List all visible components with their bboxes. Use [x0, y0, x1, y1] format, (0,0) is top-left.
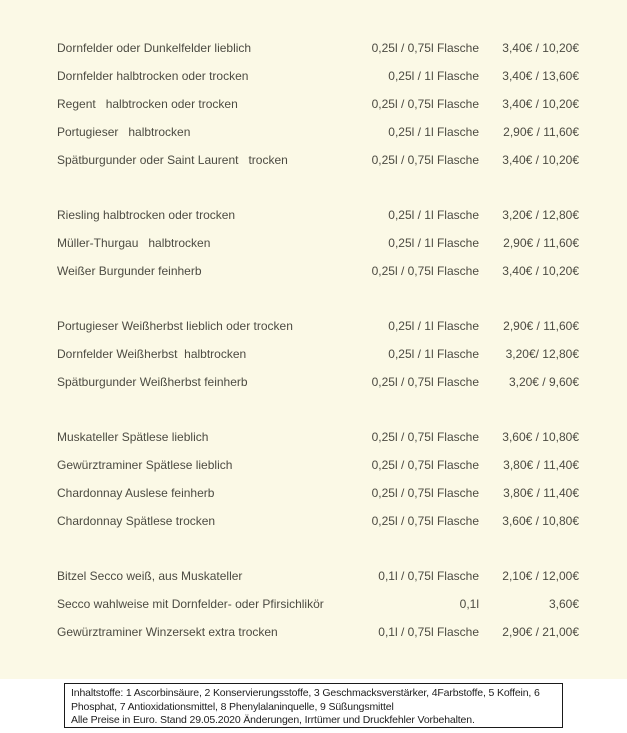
- serving-size: 0,25l / 1l Flasche: [388, 236, 479, 250]
- serving-size: 0,25l / 1l Flasche: [388, 347, 479, 361]
- wine-group-red: [57, 34, 579, 174]
- wine-name: Dornfelder oder Dunkelfelder lieblich: [57, 41, 252, 55]
- serving-size: 0,25l / 0,75l Flasche: [371, 97, 479, 111]
- wine-name: Chardonnay Spätlese trocken: [57, 514, 216, 528]
- price: 3,40€ / 10,20€: [502, 97, 579, 111]
- serving-size: 0,25l / 0,75l Flasche: [371, 153, 479, 167]
- wine-group-rose: [57, 312, 579, 396]
- serving-size: 0,25l / 0,75l Flasche: [371, 430, 479, 444]
- wine-name: Gewürztraminer Winzersekt extra trocken: [57, 625, 278, 639]
- wine-name: Dornfelder Weißherbst halbtrocken: [57, 347, 247, 361]
- menu-row: [57, 34, 579, 62]
- wine-name: Regent halbtrocken oder trocken: [57, 97, 238, 111]
- menu-row: [57, 340, 579, 368]
- price: 3,20€ / 9,60€: [508, 375, 579, 389]
- wine-name: Gewürztraminer Spätlese lieblich: [57, 458, 233, 472]
- price-disclaimer-line: Alle Preise in Euro. Stand 29.05.2020 Änderungen, Irrtümer und Druckfehler Vorbehalten.: [71, 714, 475, 726]
- wine-name: Portugieser Weißherbst lieblich oder trocken: [57, 319, 293, 333]
- menu-row: [57, 618, 579, 646]
- serving-size: 0,25l / 1l Flasche: [388, 319, 479, 333]
- price: 3,40€ / 10,20€: [502, 264, 579, 278]
- menu-row: [57, 479, 579, 507]
- wine-name: Chardonnay Auslese feinherb: [57, 486, 215, 500]
- menu-row: [57, 62, 579, 90]
- wine-name: Portugieser halbtrocken: [57, 125, 191, 139]
- serving-size: 0,25l / 0,75l Flasche: [371, 486, 479, 500]
- price: 2,90€ / 11,60€: [503, 236, 579, 250]
- menu-row: [57, 368, 579, 396]
- serving-size: 0,25l / 1l Flasche: [388, 69, 479, 83]
- wine-name: Spätburgunder oder Saint Laurent trocken: [57, 153, 288, 167]
- price: 3,60€ / 10,80€: [502, 514, 579, 528]
- price: 3,40€ / 10,20€: [502, 41, 579, 55]
- serving-size: 0,25l / 0,75l Flasche: [371, 264, 479, 278]
- serving-size: 0,25l / 0,75l Flasche: [371, 375, 479, 389]
- price: 2,90€ / 11,60€: [503, 125, 579, 139]
- menu-row: [57, 562, 579, 590]
- wine-name: Riesling halbtrocken oder trocken: [57, 208, 236, 222]
- serving-size: 0,25l / 0,75l Flasche: [371, 458, 479, 472]
- wine-list: [57, 34, 579, 646]
- menu-row: [57, 423, 579, 451]
- price: 2,90€ / 21,00€: [502, 625, 579, 639]
- wine-name: Müller-Thurgau halbtrocken: [57, 236, 211, 250]
- wine-name: Dornfelder halbtrocken oder trocken: [57, 69, 249, 83]
- price: 3,80€ / 11,40€: [503, 458, 579, 472]
- serving-size: 0,1l / 0,75l Flasche: [378, 625, 479, 639]
- price: 3,40€ / 10,20€: [502, 153, 579, 167]
- wine-group-white: [57, 201, 579, 285]
- menu-row: [57, 451, 579, 479]
- price: 3,20€/ 12,80€: [505, 347, 579, 361]
- serving-size: 0,1l: [459, 597, 479, 611]
- menu-row: [57, 90, 579, 118]
- price: 3,40€ / 13,60€: [502, 69, 579, 83]
- wine-name: Bitzel Secco weiß, aus Muskateller: [57, 569, 243, 583]
- menu-row: [57, 229, 579, 257]
- menu-row: [57, 257, 579, 285]
- serving-size: 0,25l / 1l Flasche: [388, 208, 479, 222]
- ingredients-line-continued: Phosphat, 7 Antioxidationsmittel, 8 Phenylalaninquelle, 9 Süßungsmittel: [71, 700, 394, 713]
- price: 2,90€ / 11,60€: [503, 319, 579, 333]
- serving-size: 0,1l / 0,75l Flasche: [378, 569, 479, 583]
- menu-row: [57, 312, 579, 340]
- price: 3,20€ / 12,80€: [502, 208, 579, 222]
- price: 3,60€: [548, 597, 579, 611]
- wine-name: Secco wahlweise mit Dornfelder- oder Pfirsichlikör: [57, 597, 324, 611]
- menu-row: [57, 118, 579, 146]
- menu-row: [57, 590, 579, 618]
- menu-row: [57, 507, 579, 535]
- serving-size: 0,25l / 0,75l Flasche: [371, 41, 479, 55]
- serving-size: 0,25l / 0,75l Flasche: [371, 514, 479, 528]
- menu-row: [57, 201, 579, 229]
- price: 3,80€ / 11,40€: [503, 486, 579, 500]
- wine-group-spaetlese: [57, 423, 579, 535]
- ingredients-line: Inhaltstoffe: 1 Ascorbinsäure, 2 Konservierungsstoffe, 3 Geschmacksverstärker, 4Farbstoffe, 5 Koffein, 6: [71, 687, 540, 699]
- menu-row: [57, 146, 579, 174]
- wine-name: Weißer Burgunder feinherb: [57, 264, 202, 278]
- wine-name: Muskateller Spätlese lieblich: [57, 430, 209, 444]
- wine-name: Spätburgunder Weißherbst feinherb: [57, 375, 248, 389]
- serving-size: 0,25l / 1l Flasche: [388, 125, 479, 139]
- price: 2,10€ / 12,00€: [502, 569, 579, 583]
- footer-info-box: [64, 683, 563, 728]
- wine-group-secco-sekt: [57, 562, 579, 646]
- price: 3,60€ / 10,80€: [502, 430, 579, 444]
